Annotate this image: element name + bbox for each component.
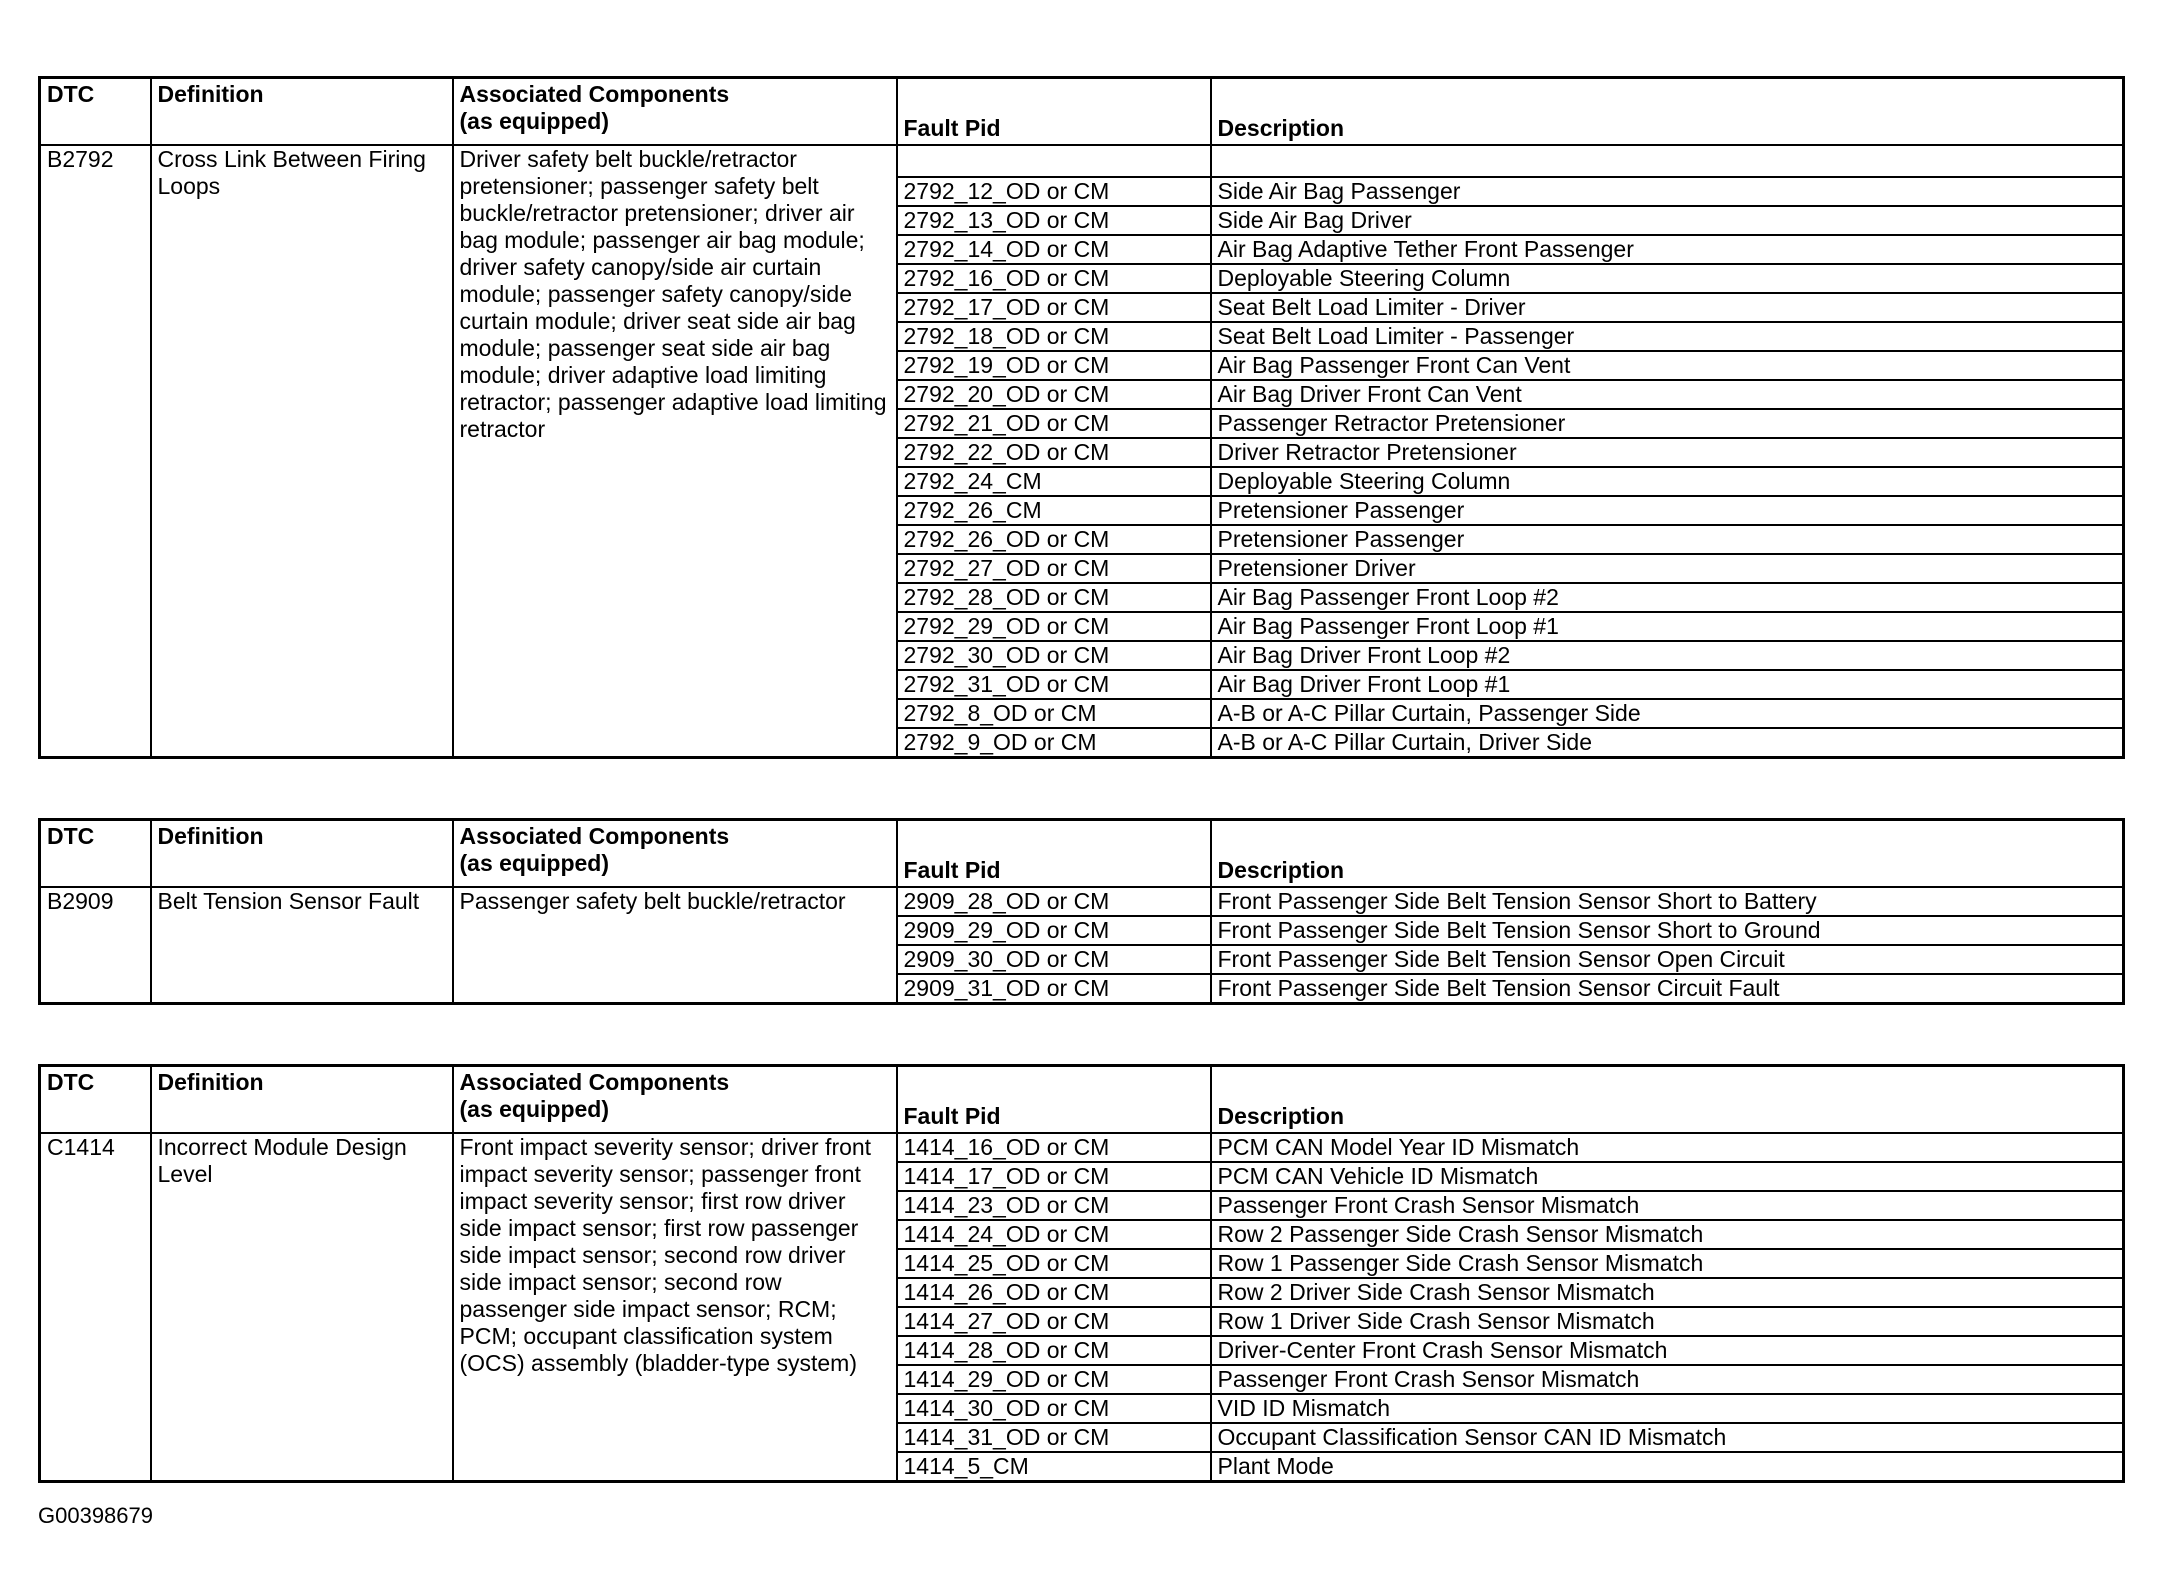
dtc-code: B2909: [40, 887, 151, 1004]
table-row: [40, 1133, 2124, 1162]
fault-pid: 2792_21_OD or CM: [897, 409, 1211, 438]
fault-pid: 2792_26_OD or CM: [897, 525, 1211, 554]
fault-description: Front Passenger Side Belt Tension Sensor Short to Ground: [1211, 916, 2124, 945]
fault-pid: 1414_30_OD or CM: [897, 1394, 1211, 1423]
header-definition: Definition: [151, 1066, 453, 1134]
fault-description: Driver Retractor Pretensioner: [1211, 438, 2124, 467]
header-row: [40, 78, 2124, 146]
fault-description: Driver-Center Front Crash Sensor Mismatch: [1211, 1336, 2124, 1365]
fault-description: Air Bag Driver Front Loop #2: [1211, 641, 2124, 670]
fault-description: Passenger Front Crash Sensor Mismatch: [1211, 1191, 2124, 1220]
dtc-definition: Cross Link Between Firing Loops: [151, 145, 453, 758]
fault-pid: 2792_27_OD or CM: [897, 554, 1211, 583]
fault-pid: 2792_22_OD or CM: [897, 438, 1211, 467]
fault-description: Row 2 Driver Side Crash Sensor Mismatch: [1211, 1278, 2124, 1307]
fault-description: Air Bag Passenger Front Loop #1: [1211, 612, 2124, 641]
header-associated-components: Associated Components (as equipped): [453, 820, 897, 888]
fault-pid: 2792_30_OD or CM: [897, 641, 1211, 670]
fault-description: Air Bag Driver Front Can Vent: [1211, 380, 2124, 409]
fault-pid: 2792_16_OD or CM: [897, 264, 1211, 293]
fault-pid: 2909_28_OD or CM: [897, 887, 1211, 916]
fault-description: Seat Belt Load Limiter - Passenger: [1211, 322, 2124, 351]
fault-description: Pretensioner Driver: [1211, 554, 2124, 583]
dtc-definition: Belt Tension Sensor Fault: [151, 887, 453, 1004]
fault-pid: 2792_26_CM: [897, 496, 1211, 525]
header-associated-components: Associated Components (as equipped): [453, 1066, 897, 1134]
fault-pid: 2909_29_OD or CM: [897, 916, 1211, 945]
fault-pid: 1414_28_OD or CM: [897, 1336, 1211, 1365]
fault-description: Air Bag Passenger Front Loop #2: [1211, 583, 2124, 612]
fault-pid: 2792_8_OD or CM: [897, 699, 1211, 728]
header-dtc: DTC: [40, 820, 151, 888]
fault-pid: 2792_29_OD or CM: [897, 612, 1211, 641]
fault-description: Air Bag Driver Front Loop #1: [1211, 670, 2124, 699]
associated-components: Front impact severity sensor; driver front impact severity sensor; passenger front impact severity sensor; first row driver side impact sensor; first row passenger side impact sensor; second row driver side impact sensor; second row passenger side impact sensor; RCM; PCM; occupant classification system (OCS) assembly (bladder-type system): [453, 1133, 897, 1482]
dtc-table-b2792: [38, 76, 2125, 759]
header-definition: Definition: [151, 820, 453, 888]
fault-pid: 2792_24_CM: [897, 467, 1211, 496]
fault-description: Row 1 Driver Side Crash Sensor Mismatch: [1211, 1307, 2124, 1336]
header-definition: Definition: [151, 78, 453, 146]
fault-description: Pretensioner Passenger: [1211, 525, 2124, 554]
header-description: Description: [1211, 1066, 2124, 1134]
fault-description: Deployable Steering Column: [1211, 467, 2124, 496]
fault-description: Passenger Front Crash Sensor Mismatch: [1211, 1365, 2124, 1394]
fault-description: Plant Mode: [1211, 1452, 2124, 1482]
fault-description: PCM CAN Vehicle ID Mismatch: [1211, 1162, 2124, 1191]
fault-pid: 2792_12_OD or CM: [897, 177, 1211, 206]
header-associated-components: Associated Components (as equipped): [453, 78, 897, 146]
header-fault-pid: Fault Pid: [897, 820, 1211, 888]
fault-pid: 2792_28_OD or CM: [897, 583, 1211, 612]
fault-description: Side Air Bag Passenger: [1211, 177, 2124, 206]
fault-description: PCM CAN Model Year ID Mismatch: [1211, 1133, 2124, 1162]
fault-pid-blank: [897, 145, 1211, 177]
fault-description: VID ID Mismatch: [1211, 1394, 2124, 1423]
fault-pid: 2792_17_OD or CM: [897, 293, 1211, 322]
fault-pid: 1414_5_CM: [897, 1452, 1211, 1482]
fault-description: Deployable Steering Column: [1211, 264, 2124, 293]
header-description: Description: [1211, 78, 2124, 146]
header-description: Description: [1211, 820, 2124, 888]
associated-components: Driver safety belt buckle/retractor pretensioner; passenger safety belt buckle/retractor pretensioner; driver air bag module; passenger air bag module; driver safety canopy/side air curtain module; passenger safety canopy/side curtain module; driver seat side air bag module; passenger seat side air bag module; driver adaptive load limiting retractor; passenger adaptive load limiting retractor: [453, 145, 897, 758]
fault-pid: 2792_9_OD or CM: [897, 728, 1211, 758]
fault-description: Side Air Bag Driver: [1211, 206, 2124, 235]
fault-description: Occupant Classification Sensor CAN ID Mismatch: [1211, 1423, 2124, 1452]
fault-description: Front Passenger Side Belt Tension Sensor Short to Battery: [1211, 887, 2124, 916]
fault-pid: 1414_16_OD or CM: [897, 1133, 1211, 1162]
fault-pid: 2792_18_OD or CM: [897, 322, 1211, 351]
fault-pid: 2792_13_OD or CM: [897, 206, 1211, 235]
fault-pid: 1414_17_OD or CM: [897, 1162, 1211, 1191]
fault-pid: 1414_29_OD or CM: [897, 1365, 1211, 1394]
header-fault-pid: Fault Pid: [897, 78, 1211, 146]
fault-description: Front Passenger Side Belt Tension Sensor Open Circuit: [1211, 945, 2124, 974]
table-row: [40, 887, 2124, 916]
figure-id: G00398679: [38, 1503, 153, 1528]
fault-description: Air Bag Passenger Front Can Vent: [1211, 351, 2124, 380]
dtc-code: B2792: [40, 145, 151, 758]
fault-description: Pretensioner Passenger: [1211, 496, 2124, 525]
fault-pid: 1414_26_OD or CM: [897, 1278, 1211, 1307]
fault-pid: 1414_23_OD or CM: [897, 1191, 1211, 1220]
fault-description: Air Bag Adaptive Tether Front Passenger: [1211, 235, 2124, 264]
fault-pid: 2792_19_OD or CM: [897, 351, 1211, 380]
fault-pid: 1414_25_OD or CM: [897, 1249, 1211, 1278]
fault-description: A-B or A-C Pillar Curtain, Driver Side: [1211, 728, 2124, 758]
fault-description: Row 2 Passenger Side Crash Sensor Mismatch: [1211, 1220, 2124, 1249]
header-dtc: DTC: [40, 1066, 151, 1134]
fault-pid: 1414_31_OD or CM: [897, 1423, 1211, 1452]
header-row: [40, 1066, 2124, 1134]
dtc-table-c1414: [38, 1064, 2125, 1483]
dtc-table-b2909: [38, 818, 2125, 1005]
fault-description: Passenger Retractor Pretensioner: [1211, 409, 2124, 438]
header-dtc: DTC: [40, 78, 151, 146]
fault-pid: 2909_30_OD or CM: [897, 945, 1211, 974]
description-blank: [1211, 145, 2124, 177]
fault-pid: 2792_14_OD or CM: [897, 235, 1211, 264]
fault-pid: 1414_24_OD or CM: [897, 1220, 1211, 1249]
fault-pid: 2792_20_OD or CM: [897, 380, 1211, 409]
fault-description: Row 1 Passenger Side Crash Sensor Mismatch: [1211, 1249, 2124, 1278]
fault-pid: 2792_31_OD or CM: [897, 670, 1211, 699]
header-fault-pid: Fault Pid: [897, 1066, 1211, 1134]
fault-description: Front Passenger Side Belt Tension Sensor Circuit Fault: [1211, 974, 2124, 1004]
dtc-code: C1414: [40, 1133, 151, 1482]
associated-components: Passenger safety belt buckle/retractor: [453, 887, 897, 1004]
fault-pid: 2909_31_OD or CM: [897, 974, 1211, 1004]
fault-pid: 1414_27_OD or CM: [897, 1307, 1211, 1336]
dtc-definition: Incorrect Module Design Level: [151, 1133, 453, 1482]
fault-description: A-B or A-C Pillar Curtain, Passenger Side: [1211, 699, 2124, 728]
header-row: [40, 820, 2124, 888]
table-row: [40, 145, 2124, 177]
fault-description: Seat Belt Load Limiter - Driver: [1211, 293, 2124, 322]
